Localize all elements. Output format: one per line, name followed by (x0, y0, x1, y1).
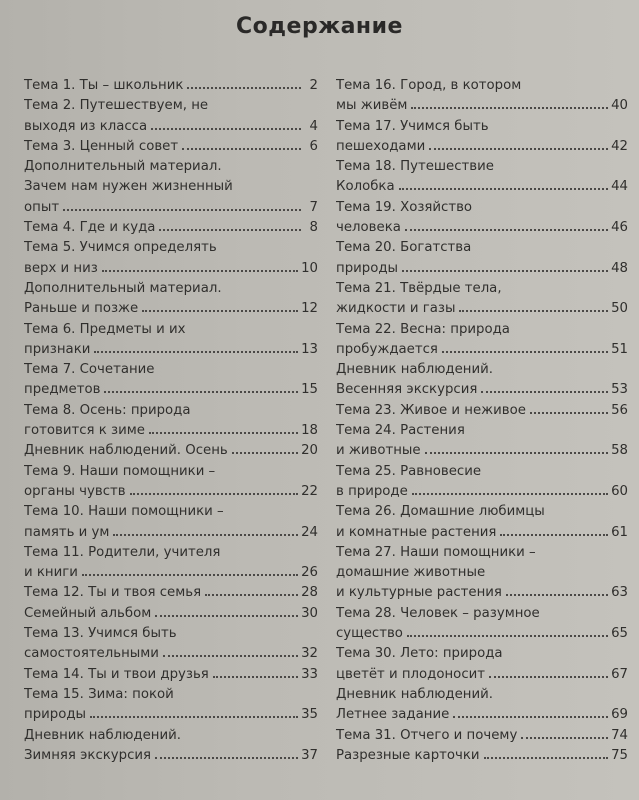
toc-entry (24, 441, 318, 461)
dot-leader (402, 270, 608, 272)
dot-leader (163, 655, 298, 657)
dot-leader (102, 270, 298, 272)
page-number: 44 (611, 179, 628, 195)
dot-leader (411, 107, 608, 109)
toc-entry (24, 279, 318, 320)
toc-entry-line: органы чувств (24, 483, 126, 499)
toc-entry-final-line (336, 96, 628, 116)
toc-entry (336, 502, 628, 543)
toc-entry-line: Тема 12. Ты и твоя семья (24, 585, 202, 601)
page-number: 37 (301, 747, 318, 763)
toc-entry-line: Тема 18. Путешествие (336, 159, 494, 175)
page-number: 60 (611, 483, 628, 499)
page-number: 58 (611, 443, 628, 459)
toc-entry-line: Тема 2. Путешествуем, не (24, 98, 209, 114)
dot-leader (213, 676, 298, 678)
toc-entry-line: Летнее задание (336, 707, 450, 723)
toc-entry-line: Зимняя экскурсия (24, 747, 152, 763)
toc-entry-line: Тема 19. Хозяйство (336, 199, 473, 215)
page-number: 22 (301, 483, 318, 499)
dot-leader (442, 351, 608, 353)
dot-leader (90, 716, 298, 718)
toc-entry-line: природы (336, 260, 399, 276)
toc-entry-line: признаки (24, 341, 91, 357)
toc-entry-final-line (24, 746, 318, 766)
page-number: 67 (611, 666, 628, 682)
toc-entry (24, 726, 318, 767)
toc-entry-final-line (336, 218, 628, 238)
page-number: 30 (301, 605, 318, 621)
toc-entry-final-line (336, 177, 628, 197)
toc-entry-line: домашние животные (336, 565, 486, 581)
toc-entry (24, 96, 318, 137)
toc-entry-line: пробуждается (336, 341, 438, 357)
toc-entry-line: существо (336, 626, 403, 642)
toc-entry-line: Тема 6. Предметы и их (24, 321, 186, 337)
toc-entry (24, 76, 318, 96)
toc-entry (24, 462, 318, 503)
page-number: 32 (301, 646, 318, 662)
toc-entry-line: в природе (336, 483, 408, 499)
toc-entry (24, 238, 318, 279)
toc-entry-line: Тема 11. Родители, учителя (24, 544, 221, 560)
toc-entry-line: Тема 22. Весна: природа (336, 321, 510, 337)
toc-entry (336, 320, 628, 361)
toc-entry-line: цветёт и плодоносит (336, 666, 486, 682)
toc-entry-final-line (336, 340, 628, 360)
dot-leader (530, 412, 608, 414)
page-number: 13 (301, 341, 318, 357)
toc-entry-line: Тема 31. Отчего и почему (336, 727, 518, 743)
toc-entry-final-line (24, 563, 318, 583)
dot-leader (82, 574, 298, 576)
dot-leader (405, 229, 608, 231)
dot-leader (187, 87, 301, 89)
dot-leader (429, 148, 608, 150)
toc-entry-line: Тема 20. Богатства (336, 240, 472, 256)
toc-entry (24, 583, 318, 603)
toc-entry-line: Дополнительный материал. (24, 159, 222, 175)
toc-entry-final-line (24, 218, 318, 238)
toc-entry (336, 685, 628, 726)
toc-entry-final-line (24, 340, 318, 360)
page-number: 61 (611, 524, 628, 540)
page-number: 20 (301, 443, 318, 459)
page-number: 48 (611, 260, 628, 276)
dot-leader (151, 128, 301, 130)
toc-entry-final-line (336, 137, 628, 157)
toc-entry-final-line (336, 624, 628, 644)
toc-entry-final-line (24, 117, 318, 137)
toc-entry-line: Тема 5. Учимся определять (24, 240, 217, 256)
toc-entry-line: Тема 16. Город, в котором (336, 78, 522, 93)
toc-entry (336, 76, 628, 117)
dot-leader (113, 534, 298, 536)
toc-entry-line: мы живём (336, 98, 408, 114)
toc-entry-line: Тема 3. Ценный совет (24, 138, 179, 154)
toc-entry (24, 320, 318, 361)
toc-entry-line: пешеходами (336, 138, 426, 154)
dot-leader (407, 635, 608, 637)
page-number: 46 (611, 220, 628, 236)
toc-entry-line: Тема 27. Наши помощники – (336, 544, 536, 560)
dot-leader (459, 310, 608, 312)
toc-entry-line: Весенняя экскурсия (336, 382, 478, 398)
toc-entry (336, 360, 628, 401)
page-number: 18 (301, 423, 318, 439)
toc-entry-final-line (336, 482, 628, 502)
toc-entry-line: Тема 1. Ты – школьник (24, 78, 184, 93)
toc-entry-final-line (24, 583, 318, 603)
toc-entry-line: Тема 25. Равновесие (336, 463, 482, 479)
toc-entry-line: человека (336, 220, 401, 236)
toc-entry (336, 401, 628, 421)
toc-entry (24, 543, 318, 584)
toc-entry-line: выходя из класса (24, 118, 148, 134)
dot-leader (425, 452, 608, 454)
page-number: 35 (301, 707, 318, 723)
dot-leader (484, 757, 609, 759)
toc-entry-line: Дневник наблюдений. (24, 727, 182, 743)
toc-entry-line: Дополнительный материал. (24, 280, 222, 296)
toc-entry-line: Тема 14. Ты и твои друзья (24, 666, 209, 682)
page-number: 51 (611, 341, 628, 357)
toc-entry (24, 157, 318, 218)
dot-leader (481, 391, 608, 393)
toc-entry-final-line (24, 380, 318, 400)
toc-entry-line: Тема 24. Растения (336, 423, 465, 439)
toc-entry (24, 137, 318, 157)
toc-entry (336, 117, 628, 158)
toc-entry-final-line (24, 76, 318, 96)
toc-entry-line: Тема 4. Где и куда (24, 220, 156, 236)
page-number: 69 (611, 707, 628, 723)
toc-entry-line: Тема 17. Учимся быть (336, 118, 489, 134)
toc-entry (336, 644, 628, 685)
toc-entry-final-line (336, 705, 628, 725)
dot-leader (142, 310, 298, 312)
dot-leader (500, 534, 608, 536)
toc-entry-line: Семейный альбом (24, 605, 152, 621)
toc-entry-line: Раньше и позже (24, 301, 139, 317)
page-number: 15 (301, 382, 318, 398)
toc-entry-final-line (24, 523, 318, 543)
toc-entry-line: Колобка (336, 179, 395, 195)
toc-entry (336, 157, 628, 198)
page-number: 28 (301, 585, 318, 601)
dot-leader (159, 229, 301, 231)
toc-entry-line: Тема 13. Учимся быть (24, 626, 177, 642)
page-number: 2 (309, 78, 318, 93)
toc-entry-line: Разрезные карточки (336, 747, 480, 763)
toc-entry-final-line (336, 523, 628, 543)
toc-entry (24, 685, 318, 726)
page-number: 53 (611, 382, 628, 398)
dot-leader (506, 594, 608, 596)
dot-leader (399, 188, 608, 190)
toc-entry-line: память и ум (24, 524, 110, 540)
toc-entry (336, 279, 628, 320)
toc-entry-line: Тема 30. Лето: природа (336, 646, 503, 662)
toc-entry (24, 665, 318, 685)
toc-entry-line: Тема 9. Наши помощники – (24, 463, 216, 479)
dot-leader (412, 493, 608, 495)
toc-entry (24, 604, 318, 624)
toc-entry-final-line (336, 299, 628, 319)
toc-column-left (24, 76, 318, 766)
toc-entry-line: Тема 15. Зима: покой (24, 686, 174, 702)
toc-entry-line: Тема 21. Твёрдые тела, (336, 280, 502, 296)
toc-entry-line: природы (24, 707, 87, 723)
toc-entry-line: самостоятельными (24, 646, 159, 662)
dot-leader (63, 209, 301, 211)
toc-entry-line: опыт (24, 199, 60, 215)
toc-entry (336, 604, 628, 645)
page-number: 10 (301, 260, 318, 276)
dot-leader (155, 615, 298, 617)
toc-entry-final-line (24, 705, 318, 725)
page-number: 6 (309, 138, 318, 154)
toc-entry-line: жидкости и газы (336, 301, 456, 317)
page-number: 40 (611, 98, 628, 114)
page-number: 75 (611, 747, 628, 763)
toc-entry-final-line (336, 746, 628, 766)
toc-entry-final-line (24, 421, 318, 441)
dot-leader (521, 737, 608, 739)
toc-entry-final-line (336, 401, 628, 421)
toc-entry-final-line (24, 259, 318, 279)
page-number: 7 (309, 199, 318, 215)
toc-entry (336, 421, 628, 462)
toc-entry-final-line (336, 380, 628, 400)
toc-entry-final-line (24, 644, 318, 664)
toc-entry (336, 238, 628, 279)
toc-entry-final-line (336, 726, 628, 746)
toc-entry (24, 360, 318, 401)
toc-entry-final-line (24, 137, 318, 157)
page-number: 33 (301, 666, 318, 682)
dot-leader (232, 452, 298, 454)
toc-entry (24, 502, 318, 543)
dot-leader (489, 676, 608, 678)
toc-entry-final-line (24, 665, 318, 685)
toc-entry-line: Дневник наблюдений. Осень (24, 443, 228, 459)
page-number: 8 (309, 220, 318, 236)
page-number: 74 (611, 727, 628, 743)
dot-leader (149, 432, 298, 434)
page-number: 56 (611, 402, 628, 418)
toc-entry-line: верх и низ (24, 260, 98, 276)
toc-entry-line: готовится к зиме (24, 423, 145, 439)
toc-entry (336, 198, 628, 239)
toc-entry-line: и книги (24, 565, 78, 581)
toc-entry (336, 543, 628, 604)
page-number: 65 (611, 626, 628, 642)
page-number: 26 (301, 565, 318, 581)
toc-entry (24, 401, 318, 442)
page-number: 63 (611, 585, 628, 601)
toc-entry-line: Дневник наблюдений. (336, 686, 494, 702)
toc-entry-line: предметов (24, 382, 101, 398)
toc-entry-final-line (24, 198, 318, 218)
toc-entry (336, 462, 628, 503)
toc-entry-final-line (336, 441, 628, 461)
toc-entry-line: и культурные растения (336, 585, 502, 601)
dot-leader (155, 757, 298, 759)
toc-entry-line: Тема 7. Сочетание (24, 362, 155, 378)
toc-entry-final-line (24, 604, 318, 624)
toc-entry-line: и животные (336, 443, 421, 459)
dot-leader (94, 351, 298, 353)
dot-leader (205, 594, 298, 596)
toc-entry-line: Тема 26. Домашние любимцы (336, 504, 545, 520)
toc-entry-line: Дневник наблюдений. (336, 362, 494, 378)
page-number: 12 (301, 301, 318, 317)
toc-entry-line: Тема 28. Человек – разумное (336, 605, 540, 621)
toc-entry-line: Тема 23. Живое и неживое (336, 402, 526, 418)
toc-entry (24, 624, 318, 665)
page-title: Содержание (236, 14, 403, 39)
toc-column-right (336, 76, 628, 766)
toc-entry-final-line (24, 441, 318, 461)
dot-leader (130, 493, 298, 495)
page-number: 24 (301, 524, 318, 540)
toc-entry-line: Зачем нам нужен жизненный (24, 179, 233, 195)
toc-entry-final-line (336, 583, 628, 603)
dot-leader (104, 391, 298, 393)
toc-entry-line: Тема 10. Наши помощники – (24, 504, 224, 520)
toc-entry-line: Тема 8. Осень: природа (24, 402, 191, 418)
toc-entry-final-line (24, 482, 318, 502)
toc-entry (24, 218, 318, 238)
page-number: 42 (611, 138, 628, 154)
toc-entry-final-line (336, 259, 628, 279)
toc-entry (336, 746, 628, 766)
page-number: 50 (611, 301, 628, 317)
dot-leader (453, 716, 608, 718)
dot-leader (182, 148, 301, 150)
page-number: 4 (309, 118, 318, 134)
toc-entry (336, 726, 628, 746)
toc-entry-final-line (336, 665, 628, 685)
toc-entry-final-line (24, 299, 318, 319)
toc-entry-line: и комнатные растения (336, 524, 497, 540)
